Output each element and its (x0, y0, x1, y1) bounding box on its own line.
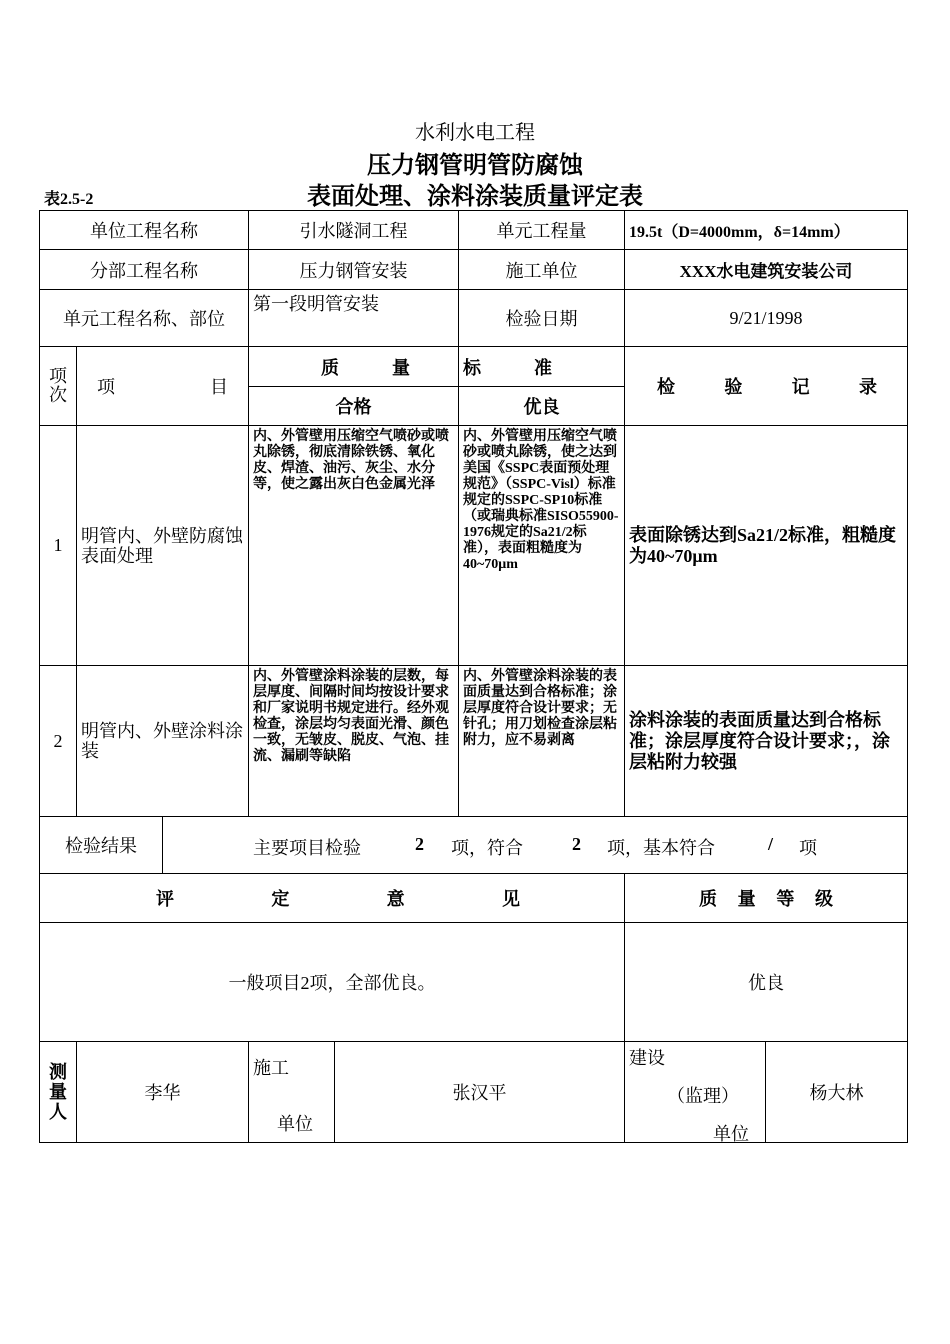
rule (907, 210, 908, 1143)
unit-project-value: 引水隧洞工程 (299, 221, 408, 241)
opinion-header (40, 874, 624, 922)
row-1-qualified: 内、外管壁用压缩空气喷砂或喷丸除锈，彻底清除铁锈、氧化皮、焊渣、油污、灰尘、水分等，使之露出灰白色金属光泽 (253, 429, 449, 492)
result-text-4: 项 (799, 838, 817, 858)
surveyor-name: 李华 (144, 1083, 181, 1103)
owner-unit-label (625, 1042, 765, 1142)
unit-project-label: 单位工程名称 (90, 221, 198, 241)
row-2-qualified: 内、外管壁涂料涂装的层数，每层厚度、间隔时间均按设计要求和厂家说明书规定进行。经外观检查，涂层均匀表面光滑、颜色一致，无皱皮、脱皮、气泡、挂流、漏刷等缺陷 (253, 669, 449, 764)
grade-header-char: 质 (699, 889, 717, 909)
construction-person: 张汉平 (452, 1083, 507, 1103)
owner-label-3: 单位 (713, 1124, 749, 1144)
result-count-3: / (768, 834, 774, 854)
row-2-record: 涂料涂装的表面质量达到合格标准；涂层厚度符合设计要求；，涂层粘附力较强 (629, 709, 890, 772)
row-2-item: 明管内、外壁涂料涂装 (81, 721, 243, 761)
unit-quantity-value: 19.5t（D=4000mm，δ=14mm） (629, 223, 850, 241)
record-header-char: 验 (724, 377, 743, 397)
row-2-seq: 2 (53, 730, 63, 751)
seq-header (40, 347, 76, 425)
standard-header-char: 准 (534, 357, 552, 378)
result-label: 检验结果 (65, 836, 137, 856)
opinion-header-char: 定 (271, 889, 290, 909)
date-label: 检验日期 (505, 309, 578, 329)
item-header-b: 目 (210, 377, 228, 397)
grade-header-char: 级 (814, 889, 833, 909)
row-1-item: 明管内、外壁防腐蚀表面处理 (81, 525, 243, 566)
row-2-excellent: 内、外管壁涂料涂装的表面质量达到合格标准；涂层厚度符合设计要求；无针孔；用刀划检查涂层粘附力，应不易剥离 (463, 669, 617, 748)
element-label: 单元工程名称、部位 (63, 309, 225, 329)
unit-quantity-label: 单元工程量 (496, 221, 587, 241)
element-value: 第一段明管安装 (253, 294, 379, 314)
owner-label-1: 建设 (629, 1048, 665, 1068)
owner-label-2: （监理） (667, 1086, 739, 1106)
owner-person: 杨大林 (809, 1083, 864, 1103)
record-header-char: 记 (791, 377, 810, 397)
surveyor-label (40, 1042, 76, 1142)
qualified-header: 合格 (335, 397, 372, 417)
result-text-2: 项，符合 (451, 838, 523, 858)
table-number: 表2.5-2 (44, 191, 94, 208)
header-line-1: 水利水电工程 (415, 122, 535, 144)
opinion-header-char: 意 (386, 889, 405, 909)
header-line-3: 表面处理、涂料涂装质量评定表 (307, 184, 643, 210)
opinion-header-char: 评 (156, 889, 174, 909)
result-count-2: 2 (572, 834, 581, 854)
surveyor-label-text: 测量人 (49, 1062, 67, 1122)
row-1-record: 表面除锈达到Sa21/2标准，粗糙度为40~70μm (629, 524, 897, 566)
sub-project-value: 压力钢管安装 (299, 260, 408, 281)
contractor-label: 施工单位 (505, 260, 578, 281)
construction-unit-label (249, 1042, 334, 1142)
header-line-2: 压力钢管明管防腐蚀 (367, 153, 583, 179)
opinion-header-char: 见 (501, 889, 520, 909)
record-header-char: 检 (657, 377, 675, 397)
item-header-a: 项 (97, 377, 115, 397)
construction-label-2: 单位 (277, 1114, 313, 1134)
grade-header-char: 量 (737, 889, 756, 909)
date-value: 9/21/1998 (729, 307, 803, 328)
record-header-char: 录 (858, 377, 877, 397)
standard-header-char: 质 (321, 357, 339, 378)
standard-header (249, 347, 624, 386)
construction-label-1: 施工 (253, 1058, 289, 1078)
item-header (77, 347, 248, 425)
result-text-1: 主要项目检验 (253, 838, 361, 858)
result-count-1: 2 (415, 834, 424, 854)
standard-header-char: 标 (463, 357, 481, 378)
contractor-value: XXX水电建筑安装公司 (679, 262, 853, 281)
standard-header-char: 量 (392, 357, 410, 378)
result-text-3: 项，基本符合 (607, 838, 715, 858)
assessment-grade: 优良 (748, 973, 784, 993)
seq-header-text: 项次 (49, 366, 67, 405)
grade-header (625, 874, 907, 922)
grade-header-char: 等 (776, 889, 795, 909)
sub-project-label: 分部工程名称 (90, 260, 198, 281)
row-1-excellent: 内、外管壁用压缩空气喷砂或喷丸除锈，使之达到美国《SSPC表面预处理规范》（SSPC-Visl）标准规定的SSPC-SP10标准（或瑞典标准SISO55900-1976规定的Sa21/2标准），表面粗糙度为40~70μm (463, 429, 619, 572)
row-1-seq: 1 (53, 535, 63, 555)
excellent-header: 优良 (523, 397, 560, 417)
result-summary (163, 817, 907, 873)
assessment-opinion: 一般项目2项，全部优良。 (228, 973, 436, 993)
rule (39, 1142, 908, 1143)
record-header (625, 347, 907, 425)
